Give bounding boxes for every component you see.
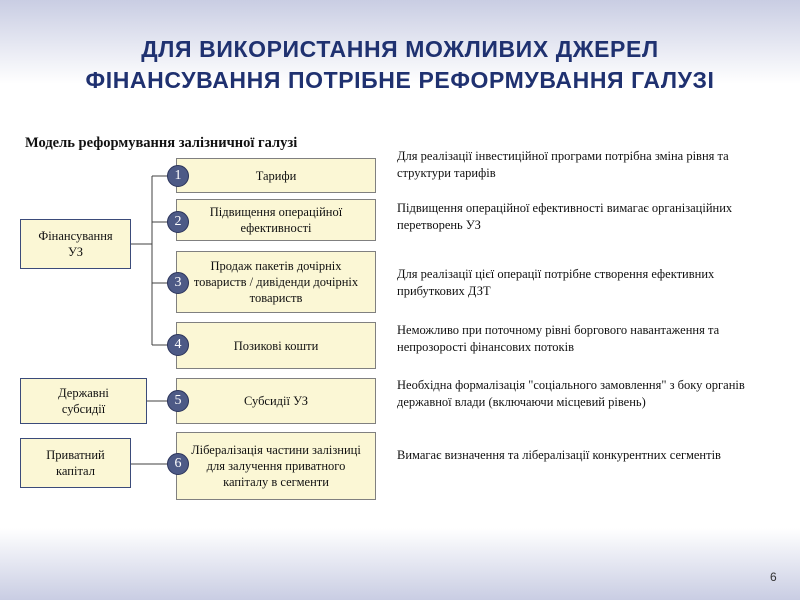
item-5-label: Субсидії УЗ <box>243 394 309 408</box>
title-line-2: ФІНАНСУВАННЯ ПОТРІБНЕ РЕФОРМУВАННЯ ГАЛУЗІ <box>85 67 715 93</box>
diagram-subtitle: Модель реформування залізничної галузі <box>25 135 298 151</box>
source-financing-box <box>20 219 131 269</box>
item-1-note: Для реалізації інвестиційної програми потрібна зміна рівня та структури тарифів <box>397 149 729 180</box>
item-4-box <box>176 322 376 369</box>
item-5-note: Необхідна формалізація "соціального замовлення" з боку органів державної влади (включаючи місцевий рівень) <box>397 378 745 409</box>
item-1-box <box>176 158 376 193</box>
item-6-box <box>176 432 376 500</box>
source-subsidies-label: Державні субсидії <box>58 386 109 416</box>
item-1-label: Тарифи <box>255 168 297 183</box>
item-3-box <box>176 251 376 313</box>
step-5-badge: 5 <box>167 390 189 412</box>
step-2-badge: 2 <box>167 211 189 233</box>
source-private-box <box>20 438 131 488</box>
item-6-label: Лібералізація частини залізниці для залучення приватного капіталу в сегменти <box>191 443 361 489</box>
item-6-note: Вимагає визначення та лібералізації конкурентних сегментів <box>397 448 721 462</box>
item-3-note: Для реалізації цієї операції потрібне створення ефективних прибуткових ДЗТ <box>397 267 715 298</box>
item-4-label: Позикові кошти <box>233 338 319 353</box>
item-5-box <box>176 378 376 424</box>
step-1-badge: 1 <box>167 165 189 187</box>
step-4-badge: 4 <box>167 334 189 356</box>
item-3-label: Продаж пакетів дочірніх товариств / дивіденди дочірніх товариств <box>193 259 359 305</box>
title-line-1: ДЛЯ ВИКОРИСТАННЯ МОЖЛИВИХ ДЖЕРЕЛ <box>141 36 659 62</box>
item-2-box <box>176 199 376 241</box>
page-number: 6 <box>770 570 777 584</box>
source-private-label: Приватний капітал <box>46 448 105 478</box>
source-subsidies-box <box>20 378 147 424</box>
source-financing-label: Фінансування УЗ <box>38 229 113 259</box>
item-2-label: Підвищення операційної ефективності <box>209 205 343 235</box>
item-4-note: Неможливо при поточному рівні боргового навантаження та непрозорості фінансових потоків <box>397 323 720 354</box>
connector-financing-trunk <box>131 176 178 345</box>
step-3-badge: 3 <box>167 272 189 294</box>
item-2-note: Підвищення операційної ефективності вимагає організаційних перетворень УЗ <box>397 201 733 232</box>
step-6-badge: 6 <box>167 453 189 475</box>
